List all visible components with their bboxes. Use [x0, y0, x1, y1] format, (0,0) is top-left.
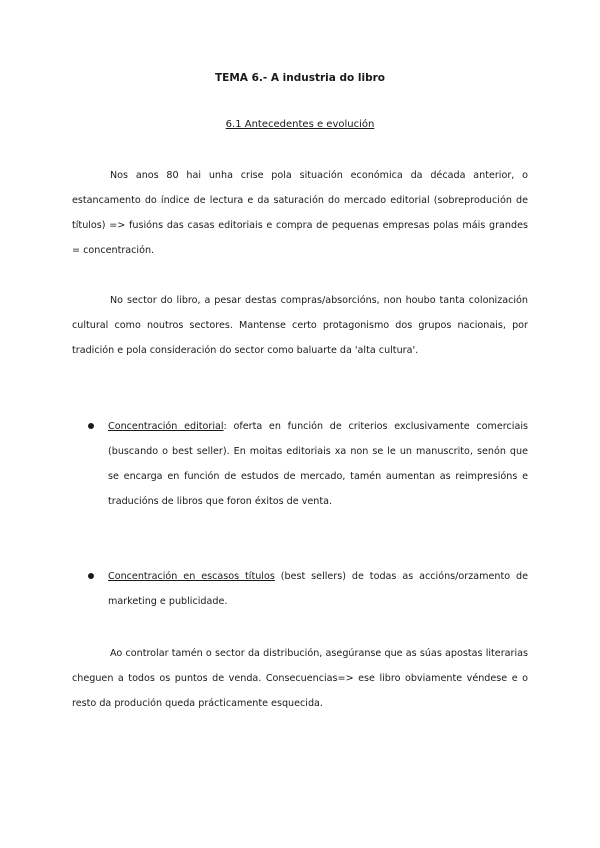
paragraph-intro: Nos anos 80 hai unha crise pola situación económica da década anterior, o estancamento do índice de lectura e da saturación do mercado editorial (sobreprodución de títulos) => fusións das casas editoriais e compra de pequenas empresas polas máis grandes = concentración. [72, 170, 528, 256]
bullet-term: Concentración en escasos títulos [108, 571, 275, 582]
document-title: TEMA 6.- A industria do libro [215, 72, 385, 84]
bullet-list-1 [72, 414, 528, 514]
bullet-item-concentracion-editorial [72, 414, 528, 514]
bullet-dot-icon [88, 423, 94, 429]
bullet-text: (best sellers) de todas as accións/orzamento de marketing e publicidade. [108, 571, 528, 607]
bullet-term: Concentración editorial [108, 421, 224, 432]
bullet-text: : oferta en función de criterios exclusivamente comerciais (buscando o best seller). En moitas editoriais xa non se le un manuscrito, senón que se encarga en función de estudos de mercado, tamén aumentan as reimpresións e traducións de libros que foron éxitos de venta. [108, 421, 529, 507]
bullet-list-2 [72, 564, 528, 614]
bullet-dot-icon [88, 573, 94, 579]
paragraph-sector: No sector do libro, a pesar destas compras/absorcións, non houbo tanta colonización cultural como noutros sectores. Mantense certo protagonismo dos grupos nacionais, por tradición e pola consideración do sector como baluarte da 'alta cultura'. [72, 295, 528, 356]
bullet-item-concentracion-titulos [72, 564, 528, 614]
section-heading: 6.1 Antecedentes e evolución [225, 119, 375, 130]
paragraph-closing: Ao controlar tamén o sector da distribución, asegúranse que as súas apostas literarias cheguen a todos os puntos de venda. Consecuencias=> ese libro obviamente véndese e o resto da produción queda prácticamente esquecida. [72, 648, 528, 709]
